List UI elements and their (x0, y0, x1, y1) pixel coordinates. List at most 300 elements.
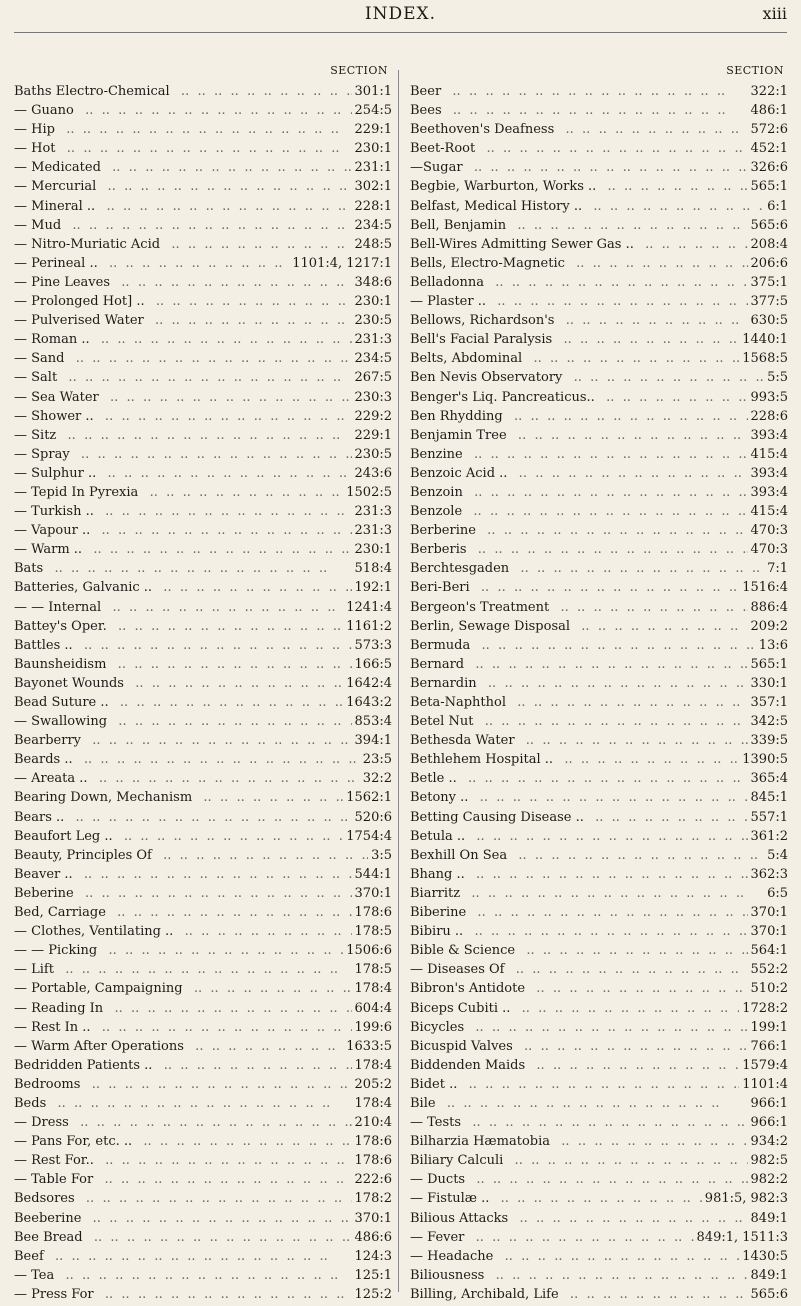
dot-leader (557, 313, 747, 328)
index-entry (14, 1096, 392, 1115)
dot-leader (480, 676, 748, 691)
dot-leader (445, 103, 748, 118)
section-ref: 125:1 (354, 1267, 392, 1283)
section-ref: 565:6 (750, 217, 788, 233)
dot-leader (47, 1249, 352, 1264)
dot-leader (637, 237, 748, 252)
entry-term: — Clothes, Ventilating .. (14, 924, 174, 940)
entry-term: Bead Suture .. (14, 695, 109, 710)
dot-leader (469, 905, 747, 920)
index-entry (14, 122, 392, 141)
entry-term: Bedridden Patients .. (14, 1057, 153, 1073)
entry-term: Bhang .. (410, 866, 465, 882)
index-entry (410, 905, 788, 924)
section-ref: 849:1 (750, 1267, 788, 1283)
section-ref: 1430:5 (742, 1248, 788, 1264)
section-ref: 342:5 (750, 714, 788, 730)
dot-leader (77, 103, 352, 118)
dot-leader (466, 924, 747, 939)
dot-leader (516, 1039, 748, 1054)
dot-leader (99, 466, 351, 481)
section-ref: 222:6 (354, 1172, 392, 1188)
section-ref: 301:1 (354, 84, 392, 99)
index-entry (14, 1191, 392, 1210)
entry-term: Bilharzia Hæmatobia (410, 1134, 551, 1150)
entry-term: — Hot (14, 141, 56, 157)
entry-term: Betle .. (410, 771, 457, 787)
entry-term: Biddenden Maids (410, 1057, 526, 1073)
page-header (0, 4, 801, 30)
entry-term: — Vapour .. (14, 523, 91, 539)
section-ref: 1101:4, 1217:1 (292, 255, 392, 271)
dot-leader (513, 1001, 739, 1016)
index-entry (14, 447, 392, 466)
entry-term: Bilious Attacks (410, 1210, 509, 1226)
section-ref: 6:5 (767, 885, 788, 901)
section-ref: 361:2 (750, 828, 788, 844)
section-ref: 377:5 (750, 294, 788, 310)
section-ref: 393:4 (750, 465, 788, 481)
dot-leader (76, 867, 352, 882)
entry-term: Benzole (410, 504, 463, 520)
index-entry (14, 390, 392, 409)
entry-term: Bernard (410, 656, 465, 672)
section-ref: 231:3 (354, 523, 392, 539)
entry-term: Beaufort Leg .. (14, 828, 113, 844)
dot-leader (506, 409, 748, 424)
section-ref: 178:5 (354, 962, 392, 978)
index-entry (14, 351, 392, 370)
entry-term: — Dress (14, 1115, 69, 1131)
index-entry (14, 676, 392, 695)
entry-term: Bells, Electro-Magnetic (410, 255, 565, 271)
entry-term: — Guano (14, 103, 74, 119)
index-entry (410, 1230, 788, 1249)
index-entry (14, 199, 392, 218)
section-ref: 370:1 (750, 924, 788, 940)
entry-term: Battey's Oper. (14, 618, 107, 634)
dot-leader (148, 294, 352, 309)
index-entry (410, 657, 788, 676)
index-entry (410, 1287, 788, 1306)
index-entry (14, 580, 392, 599)
index-list (410, 84, 788, 1306)
index-entry (14, 1039, 392, 1058)
section-ref: 302:1 (354, 179, 392, 195)
section-ref: 230:1 (354, 542, 392, 558)
section-ref: 1502:5 (346, 484, 392, 500)
dot-leader (113, 275, 352, 290)
entry-term: Bedrooms (14, 1076, 81, 1092)
index-entry (410, 523, 788, 542)
dot-leader (97, 1287, 352, 1302)
entry-term: Bell-Wires Admitting Sewer Gas .. (410, 236, 634, 252)
section-ref: 248:5 (354, 236, 392, 252)
section-ref: 206:6 (750, 255, 788, 271)
entry-term: — Nitro-Muriatic Acid (14, 236, 161, 252)
section-ref: 565:1 (750, 656, 788, 672)
dot-leader (468, 867, 748, 882)
header-rule (14, 32, 787, 33)
entry-term: Baunsheidism (14, 656, 107, 672)
entry-term: Bible & Science (410, 943, 516, 959)
section-ref: 452:1 (750, 141, 788, 157)
index-entry (410, 1191, 788, 1210)
entry-term: — Warm After Operations (14, 1038, 184, 1054)
dot-leader (598, 390, 748, 405)
dot-leader (176, 924, 351, 939)
dot-leader (110, 619, 343, 634)
index-entry (410, 313, 788, 332)
dot-leader (496, 1249, 739, 1264)
dot-leader (93, 332, 352, 347)
entry-term: Biberine (410, 905, 467, 921)
entry-term: Beberine (14, 885, 74, 901)
section-ref: 178:6 (354, 1134, 392, 1150)
dot-leader (76, 638, 352, 653)
index-entry (14, 1287, 392, 1306)
section-ref: 1643:2 (346, 695, 392, 710)
index-entry (14, 428, 392, 447)
entry-term: — — Internal (14, 599, 102, 615)
entry-term: — Mercurial (14, 179, 97, 195)
dot-leader (110, 714, 351, 729)
section-ref: 230:3 (354, 389, 392, 405)
entry-term: Betony .. (410, 790, 469, 806)
index-entry (14, 237, 392, 256)
entry-term: — Portable, Campaigning (14, 981, 183, 997)
entry-term: — Prolonged Hot] .. (14, 294, 145, 310)
index-entry (14, 332, 392, 351)
entry-term: — Tepid In Pyrexia (14, 484, 139, 500)
right-column (410, 64, 788, 1306)
dot-leader (97, 409, 352, 424)
dot-leader (444, 84, 747, 99)
section-ref: 243:6 (354, 465, 392, 481)
entry-term: — Rest In .. (14, 1019, 91, 1035)
section-ref: 981:5, 982:3 (704, 1191, 788, 1207)
section-ref: 32:2 (362, 771, 392, 787)
dot-leader (187, 1039, 343, 1054)
section-ref: 6:1 (767, 198, 788, 214)
index-entry (410, 179, 788, 198)
entry-term: — Areata .. (14, 771, 88, 787)
index-entry (410, 1020, 788, 1039)
entry-term: Benzine (410, 446, 463, 462)
section-ref: 572:6 (750, 122, 788, 138)
index-entry (14, 752, 392, 771)
entry-term: — Fever (410, 1229, 465, 1245)
section-ref: 766:1 (750, 1038, 788, 1054)
dot-leader (468, 829, 747, 844)
section-ref: 486:1 (750, 103, 788, 119)
entry-term: —Sugar (410, 160, 463, 176)
index-entry (14, 1211, 392, 1230)
section-ref: 982:5 (750, 1153, 788, 1169)
section-ref: 5:5 (767, 370, 788, 386)
section-ref: 1390:5 (742, 752, 788, 768)
entry-term: — Mud (14, 217, 62, 233)
section-ref: 234:5 (354, 351, 392, 367)
section-ref: 604:4 (354, 1000, 392, 1016)
entry-term: Beeberine (14, 1210, 82, 1226)
section-ref: 849:1, 1511:3 (696, 1229, 788, 1245)
dot-leader (507, 962, 747, 977)
dot-leader (72, 1115, 352, 1130)
dot-leader (46, 561, 351, 576)
section-ref: 573:3 (354, 637, 392, 653)
section-ref: 370:1 (354, 1210, 392, 1226)
dot-leader (127, 676, 343, 691)
index-entry (14, 1115, 392, 1134)
dot-leader (83, 1077, 351, 1092)
section-ref: 415:4 (750, 504, 788, 520)
dot-leader (470, 542, 748, 557)
index-entry (14, 695, 392, 714)
index-entry (410, 1211, 788, 1230)
section-ref: 339:5 (750, 733, 788, 749)
index-entry (14, 829, 392, 848)
section-ref: 370:1 (750, 905, 788, 921)
section-ref: 3:5 (371, 847, 392, 863)
entry-term: — Sulphur .. (14, 465, 97, 481)
dot-leader (163, 237, 351, 252)
section-ref: 209:2 (750, 618, 788, 634)
dot-leader (84, 733, 352, 748)
entry-term: Berchtesgaden (410, 561, 510, 577)
section-ref: 230:5 (354, 446, 392, 462)
index-entry (14, 1058, 392, 1077)
index-entry (410, 924, 788, 943)
entry-term: Ben Rhydding (410, 408, 503, 424)
index-entry (410, 714, 788, 733)
entry-term: — Fistulæ .. (410, 1191, 490, 1207)
entry-term: Bethesda Water (410, 733, 515, 749)
section-ref: 231:1 (354, 160, 392, 176)
section-ref: 234:5 (354, 217, 392, 233)
index-entry (410, 1249, 788, 1268)
dot-leader (466, 485, 748, 500)
section-ref: 849:1 (750, 1210, 788, 1226)
entry-term: Belts, Abdominal (410, 351, 523, 367)
entry-term: Belfast, Medical History .. (410, 198, 583, 214)
section-ref: 470:3 (750, 542, 788, 558)
section-ref: 510:2 (750, 981, 788, 997)
dot-leader (116, 829, 344, 844)
dot-leader (479, 523, 748, 538)
section-ref: 1516:4 (742, 580, 788, 596)
dot-leader (463, 886, 764, 901)
entry-term: Beta-Naphthol (410, 695, 507, 710)
dot-leader (186, 981, 352, 996)
dot-leader (58, 122, 352, 137)
section-ref: 13:6 (758, 637, 788, 653)
dot-leader (60, 370, 351, 385)
section-ref: 228:1 (354, 198, 392, 214)
index-list (14, 84, 392, 1306)
index-entry (410, 1268, 788, 1287)
section-ref: 199:1 (750, 1019, 788, 1035)
section-ref: 544:1 (354, 866, 392, 882)
dot-leader (599, 179, 747, 194)
section-ref: 229:1 (354, 427, 392, 443)
section-ref: 886:4 (750, 599, 788, 615)
section-ref: 124:3 (354, 1248, 392, 1264)
dot-leader (467, 1230, 693, 1245)
section-ref: 229:2 (354, 408, 392, 424)
dot-leader (85, 542, 351, 557)
index-entry (410, 84, 788, 103)
index-entry (14, 771, 392, 790)
entry-term: — Roman .. (14, 332, 90, 348)
section-ref: 199:6 (354, 1019, 392, 1035)
dot-leader (466, 447, 748, 462)
section-ref: 362:3 (750, 866, 788, 882)
section-label: SECTION (726, 64, 784, 77)
section-ref: 1754:4 (346, 828, 392, 844)
section-ref: 564:1 (750, 943, 788, 959)
page-title: INDEX. (364, 4, 437, 24)
index-entry (14, 714, 392, 733)
page-number: xiii (762, 4, 787, 23)
entry-term: Beethoven's Deafness (410, 122, 555, 138)
entry-term: Bicycles (410, 1019, 465, 1035)
entry-term: Benzoin (410, 484, 463, 500)
index-entry (410, 981, 788, 1000)
dot-leader (573, 619, 748, 634)
dot-leader (59, 428, 351, 443)
dot-leader (109, 905, 352, 920)
index-entry (14, 867, 392, 886)
dot-leader (101, 256, 290, 271)
dot-leader (439, 1096, 748, 1111)
index-entry (14, 504, 392, 523)
section-ref: 23:5 (362, 752, 392, 768)
entry-term: Batteries, Galvanic .. (14, 580, 153, 596)
dot-leader (106, 1001, 351, 1016)
index-entry (14, 409, 392, 428)
dot-leader (67, 810, 351, 825)
index-entry (410, 790, 788, 809)
index-entry (410, 810, 788, 829)
dot-leader (509, 695, 748, 710)
section-ref: 1101:4 (742, 1076, 788, 1092)
entry-term: — Rest For.. (14, 1153, 94, 1169)
dot-leader (104, 160, 352, 175)
index-entry (410, 542, 788, 561)
dot-leader (555, 332, 739, 347)
index-entry (14, 848, 392, 867)
index-entry (410, 1001, 788, 1020)
entry-term: Biliary Calculi (410, 1153, 504, 1169)
dot-leader (510, 428, 748, 443)
index-entry (410, 580, 788, 599)
dot-leader (86, 1230, 352, 1245)
entry-term: Bibiru .. (410, 924, 464, 940)
entry-term: Bell, Benjamin (410, 217, 507, 233)
index-entry (14, 638, 392, 657)
section-ref: 205:2 (354, 1076, 392, 1092)
section-ref: 178:4 (354, 981, 392, 997)
index-entry (410, 1077, 788, 1096)
entry-term: — Diseases Of (410, 962, 505, 978)
entry-term: Bexhill On Sea (410, 847, 508, 863)
dot-leader (466, 160, 748, 175)
entry-term: Berlin, Sewage Disposal (410, 618, 571, 634)
entry-term: Berberine (410, 523, 476, 539)
section-ref: 1506:6 (346, 943, 392, 959)
index-entry (14, 1153, 392, 1172)
dot-leader (467, 1020, 747, 1035)
index-entry (14, 160, 392, 179)
index-entry (14, 600, 392, 619)
section-ref: 231:3 (354, 332, 392, 348)
dot-leader (98, 199, 351, 214)
dot-leader (478, 141, 747, 156)
index-entry (410, 733, 788, 752)
index-entry (14, 1249, 392, 1268)
entry-term: Beds (14, 1095, 47, 1111)
entry-term: Beer (410, 84, 442, 99)
section-ref: 565:1 (750, 179, 788, 195)
dot-leader (464, 1115, 747, 1130)
entry-term: Biarritz (410, 885, 461, 901)
entry-term: — Tea (14, 1267, 55, 1283)
section-ref: 565:6 (750, 1286, 788, 1302)
entry-term: Betula .. (410, 828, 466, 844)
dot-leader (557, 122, 747, 137)
dot-leader (509, 218, 747, 233)
section-ref: 348:6 (354, 274, 392, 290)
entry-term: Beaver .. (14, 866, 73, 882)
section-ref: 178:6 (354, 905, 392, 921)
section-ref: 230:1 (354, 141, 392, 157)
section-ref: 230:5 (354, 313, 392, 329)
section-ref: 394:1 (354, 733, 392, 749)
index-entry (14, 924, 392, 943)
dot-leader (97, 504, 352, 519)
dot-leader (506, 1153, 747, 1168)
dot-leader (64, 218, 351, 233)
dot-leader (471, 790, 747, 805)
dot-leader (57, 1268, 351, 1283)
index-entry (410, 390, 788, 409)
index-entry (14, 1020, 392, 1039)
index-entry (14, 1077, 392, 1096)
index-entry (410, 294, 788, 313)
index-entry (410, 848, 788, 867)
index-entry (410, 1115, 788, 1134)
index-entry (410, 256, 788, 275)
section-ref: 370:1 (354, 885, 392, 901)
section-ref: 178:4 (354, 1095, 392, 1111)
entry-term: — Reading In (14, 1000, 104, 1016)
dot-leader (155, 580, 351, 595)
entry-term: — Pans For, etc. .. (14, 1134, 133, 1150)
entry-term: Ben Nevis Observatory (410, 370, 563, 386)
index-entry (14, 1230, 392, 1249)
dot-leader (100, 943, 343, 958)
entry-term: Betel Nut (410, 714, 474, 730)
entry-term: Berberis (410, 542, 467, 558)
dot-leader (99, 179, 351, 194)
dot-leader (195, 790, 343, 805)
dot-leader (473, 638, 756, 653)
index-entry (410, 466, 788, 485)
entry-term: Benzoic Acid .. (410, 465, 508, 481)
section-ref: 166:5 (354, 656, 392, 672)
section-ref: 1440:1 (742, 332, 788, 348)
